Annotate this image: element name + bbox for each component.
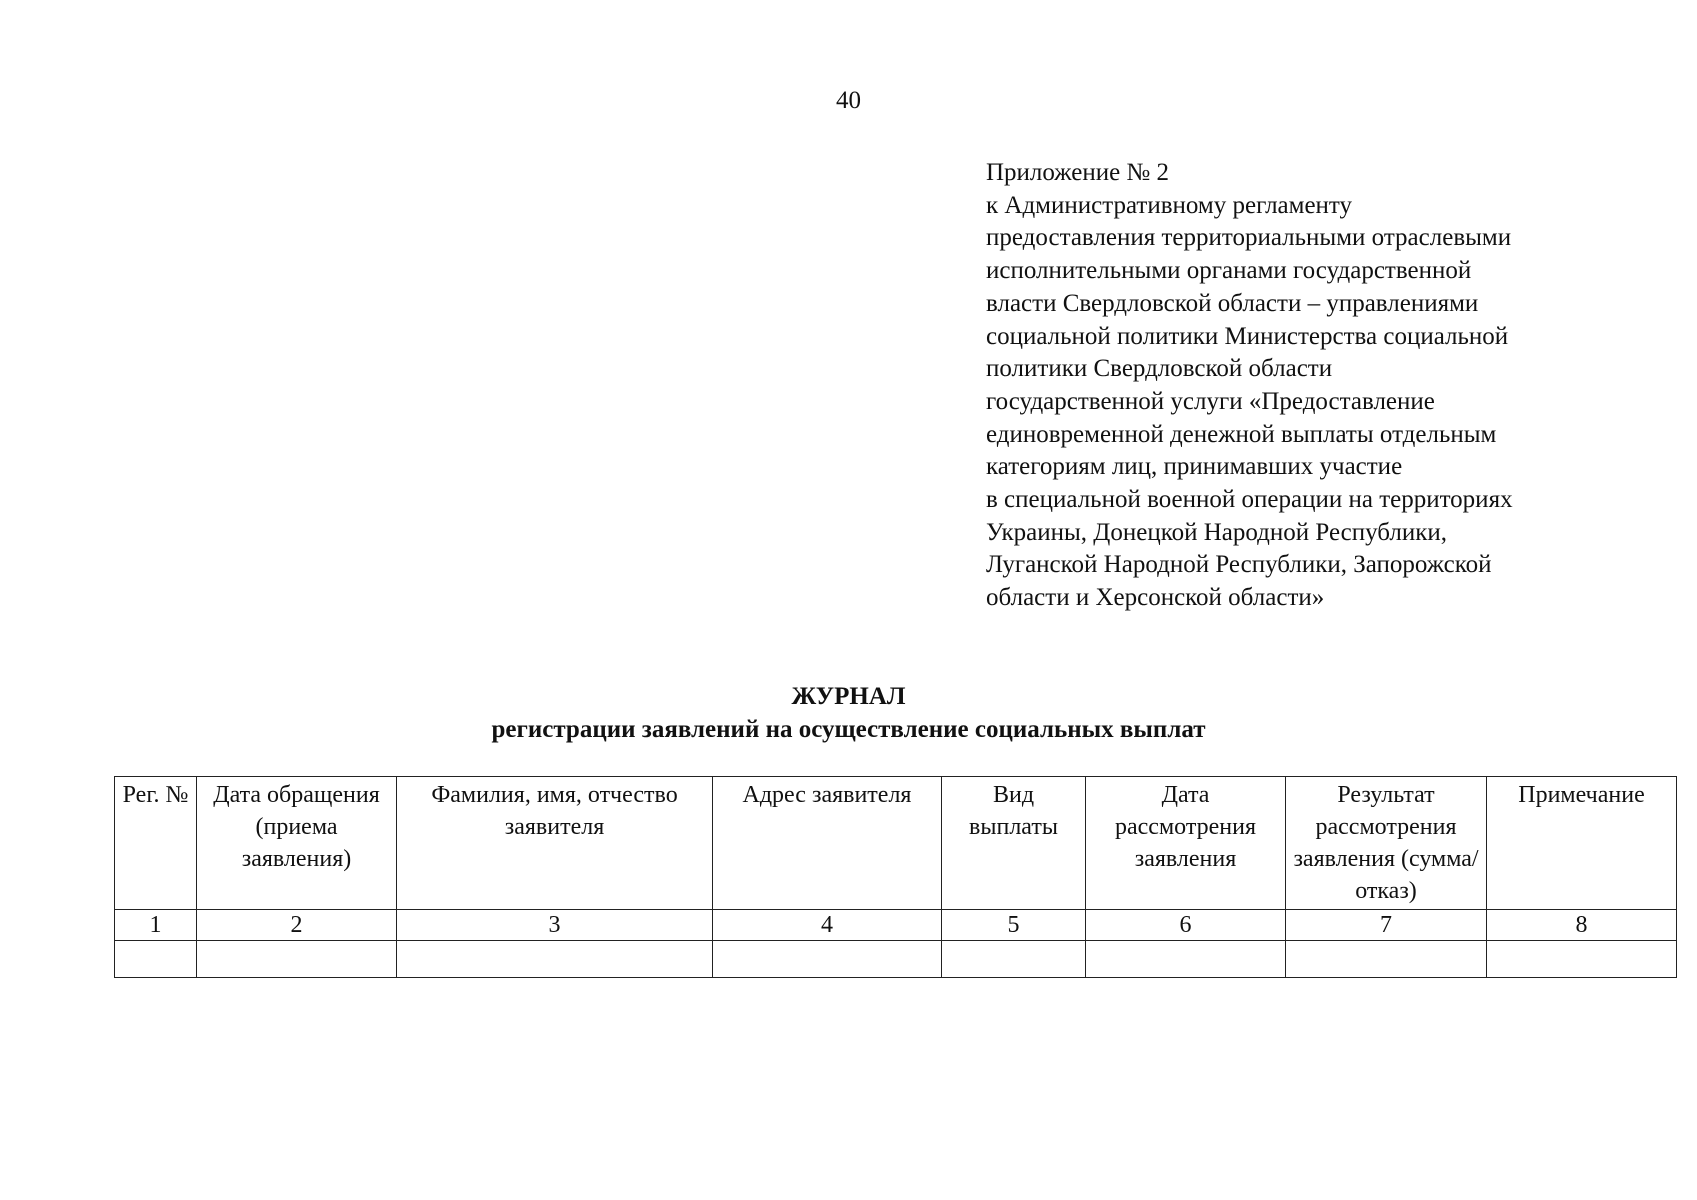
column-header: Адрес заявителя — [713, 777, 942, 910]
empty-cell — [197, 941, 397, 978]
page-number: 40 — [836, 87, 861, 114]
table-row — [115, 941, 1677, 978]
column-header: Дата рассмотрения заявления — [1086, 777, 1286, 910]
empty-cell — [713, 941, 942, 978]
appendix-line: Украины, Донецкой Народной Республики, — [986, 518, 1448, 546]
appendix-line: к Административному регламенту — [986, 191, 1353, 219]
journal-title: ЖУРНАЛ — [791, 683, 906, 710]
appendix-line: категориям лиц, принимавших участие — [986, 453, 1403, 481]
column-header: Дата обращения (приема заявления) — [197, 777, 397, 910]
column-header: Результат рассмотрения заявления (сумма/отказ) — [1286, 777, 1487, 910]
empty-cell — [397, 941, 713, 978]
column-header: Примечание — [1487, 777, 1677, 910]
appendix-line: социальной политики Министерства социальной — [986, 322, 1509, 350]
column-number: 3 — [397, 910, 713, 941]
column-number: 1 — [115, 910, 197, 941]
appendix-line: исполнительными органами государственной — [986, 257, 1472, 285]
column-number: 2 — [197, 910, 397, 941]
empty-cell — [1286, 941, 1487, 978]
table-header-row — [115, 777, 1677, 910]
appendix-line: в специальной военной операции на территориях — [986, 486, 1513, 514]
journal-subtitle: регистрации заявлений на осуществление социальных выплат — [491, 716, 1206, 743]
empty-cell — [1487, 941, 1677, 978]
appendix-line: Луганской Народной Республики, Запорожской — [986, 551, 1492, 579]
appendix-block — [986, 157, 1626, 615]
column-number: 6 — [1086, 910, 1286, 941]
appendix-line: области и Херсонской области» — [986, 584, 1325, 612]
column-header: Вид выплаты — [942, 777, 1086, 910]
column-header: Фамилия, имя, отчество заявителя — [397, 777, 713, 910]
appendix-line: предоставления территориальными отраслевыми — [986, 224, 1512, 252]
appendix-line: власти Свердловской области – управлениями — [986, 289, 1479, 317]
column-number: 5 — [942, 910, 1086, 941]
column-number: 4 — [713, 910, 942, 941]
column-header: Рег. № — [115, 777, 197, 910]
empty-cell — [115, 941, 197, 978]
column-number: 7 — [1286, 910, 1487, 941]
appendix-line: политики Свердловской области — [986, 355, 1333, 383]
registration-journal-table — [114, 776, 1677, 978]
column-number: 8 — [1487, 910, 1677, 941]
appendix-line: единовременной денежной выплаты отдельным — [986, 420, 1497, 448]
empty-cell — [942, 941, 1086, 978]
appendix-line: государственной услуги «Предоставление — [986, 387, 1435, 415]
column-number-row — [115, 910, 1677, 941]
appendix-line: Приложение № 2 — [986, 159, 1170, 186]
empty-cell — [1086, 941, 1286, 978]
